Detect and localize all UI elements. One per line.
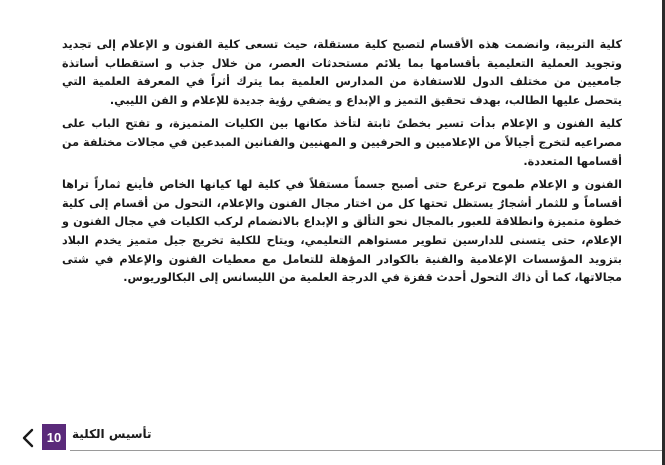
paragraph-1: كلية التربية، وانضمت هذه الأقسام لتصبح كلية مستقلة، حيث تسعى كلية الفنون و الإعلام إلى تجديد وتجويد العملية التعليمية بأقسامها بما يلائم مستحدثات العصر، من خلال جذب و استقطاب أساتذة جامعيين من مختلف الدول للاستفادة من المدارس العلمية بما يترك أثراً في المعرفة العلمية التي يتحصل عليها الطالب، بهدف تحقيق التميز و الإبداع و يضفي رؤية جديدة للإعلام و الفن الليبي. [62, 38, 622, 107]
section-title: تأسيس الكلية [72, 427, 152, 441]
body-text [62, 36, 622, 293]
chevron-left-icon[interactable] [20, 428, 36, 448]
paragraph-2: كلية الفنون و الإعلام بدأت تسير بخطىً ثابتة لتأخذ مكانها بين الكليات المتميزة، و تفتح الباب على مصراعيه لتخرج أجيالاً من الإعلاميين و الحرفيين و المهنيين والفنانين المبدعين في مجالات مختلفة من أقسامها المتعددة. [62, 117, 622, 168]
paragraph-3: الفنون و الإعلام طموح ترعرع حتى أصبح جسماً مستقلاً في كلية لها كيانها الخاص فأينع ثماراً تراها أقساماً و للثمار أشجارٌ يستظل تحتها كل من اختار مجال الفنون والإعلام، التحول من أقسام إلى كلية خطوة متميزة وانطلاقة للعبور بالمجال نحو التألق و الإبداع بالانضمام لركب الكليات في مجال الفنون و الإعلام، حتى يتسنى للدارسين تطوير مستواهم التعليمي، ويتاح للكلية تخريج جيل متميز يخدم البلاد بتزويد المؤسسات الإعلامية والفنية بالكوادر المؤهلة للتعامل مع معطيات الفنون والإعلام في شتى مجالاتها، كما أن ذاك التحول أحدث قفزة في الدرجة العلمية من الليسانس إلى البكالوريوس. [62, 178, 622, 285]
page-number-badge: 10 [42, 424, 66, 450]
footer-divider [70, 450, 662, 451]
